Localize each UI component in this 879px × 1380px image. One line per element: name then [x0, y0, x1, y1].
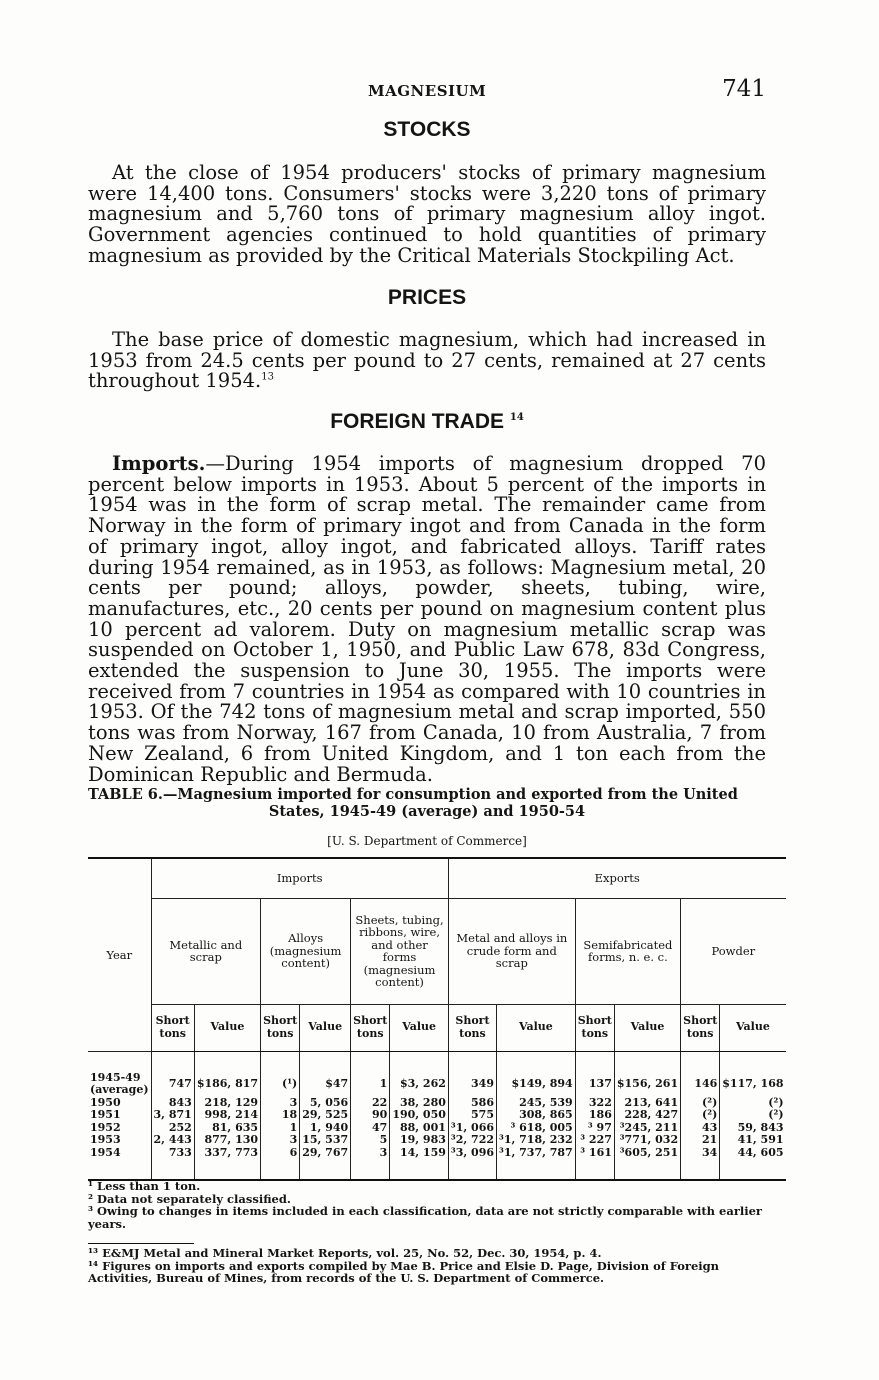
- table-cell: ³3, 096: [448, 1147, 496, 1181]
- table-cell: 3: [261, 1097, 300, 1110]
- imports-text: —During 1954 imports of magnesium dropped 70 percent below imports in 1953. About 5 percent of the imports in 1954 was in the form of scrap metal. The remainder came from Norway in the form of primary ingot and from Canada in the form of primary ingot, alloy ingot, and fabricated alloys. Tariff rates during 1954 remained, as in 1953, as follows: Magnesium metal, 20 cents per pound; alloys, powder, sheets, tubing, wire, manufactures, etc., 20 cents per pound on magnesium content plus 10 percent ad valorem. Duty on magnesium metallic scrap was suspended on October 1, 1950, and Public Law 678, 83d Congress, extended the suspension to June 30, 1955. The imports were received from 7 countries in 1954 as compared with 10 countries in 1953. Of the 742 tons of magnesium metal and scrap imported, 550 tons was from Norway, 167 from Canada, 10 from Australia, 7 from New Zealand, 6 from United Kingdom, and 1 ton each from the Dominican Republic and Bermuda.: [88, 452, 766, 786]
- table-cell: ³2, 722: [448, 1134, 496, 1147]
- unit-value: Value: [720, 1004, 786, 1051]
- table-cell: $156, 261: [614, 1051, 680, 1097]
- imports-paragraph: [88, 454, 766, 785]
- page-footnotes: [88, 1247, 766, 1285]
- table-cell: 137: [575, 1051, 614, 1097]
- table-cell: 998, 214: [194, 1109, 260, 1122]
- prices-paragraph: [88, 330, 766, 392]
- table-cell: 19, 983: [390, 1134, 449, 1147]
- table-cell: $186, 817: [194, 1051, 260, 1097]
- footnote-ref-13: 13: [261, 371, 274, 383]
- unit-short-tons: Short tons: [261, 1004, 300, 1051]
- table-cell: $47: [300, 1051, 351, 1097]
- group-semifabricated: Semifabricated forms, n. e. c.: [575, 898, 680, 1004]
- prices-text: The base price of domestic magnesium, which had increased in 1953 from 24.5 cents per pound to 27 cents, remained at 27 cents throughout 1954.: [88, 328, 766, 393]
- table-cell: 15, 537: [300, 1134, 351, 1147]
- table-cell: 308, 865: [497, 1109, 576, 1122]
- table-cell: 29, 767: [300, 1147, 351, 1181]
- table-caption-line-1: TABLE 6.—Magnesium imported for consumption and exported from the United: [88, 786, 738, 803]
- imports-label: Imports.: [112, 452, 206, 475]
- table-row: [88, 1134, 786, 1147]
- table-cell: 29, 525: [300, 1109, 351, 1122]
- year-cell: 1945-49 (average): [88, 1051, 151, 1097]
- table-cell: 337, 773: [194, 1147, 260, 1181]
- table-cell: 22: [351, 1097, 390, 1110]
- table-cell: ³ 97: [575, 1122, 614, 1135]
- table-cell: 3: [351, 1147, 390, 1181]
- table-cell: ³1, 718, 232: [497, 1134, 576, 1147]
- table-cell: 1: [351, 1051, 390, 1097]
- table-row: [88, 1147, 786, 1181]
- table-cell: 2, 443: [151, 1134, 194, 1147]
- unit-short-tons: Short tons: [575, 1004, 614, 1051]
- table-caption: [88, 786, 766, 820]
- year-header: Year: [88, 858, 151, 1051]
- foreign-trade-heading: [88, 410, 766, 434]
- table-note: ² Data not separately classified.: [88, 1191, 291, 1206]
- table-cell: 586: [448, 1097, 496, 1110]
- table-cell: 5: [351, 1134, 390, 1147]
- year-cell: 1950: [88, 1097, 151, 1110]
- table-cell: ³1, 737, 787: [497, 1147, 576, 1181]
- unit-value: Value: [300, 1004, 351, 1051]
- table-cell: 186: [575, 1109, 614, 1122]
- table-cell: 41, 591: [737, 1133, 784, 1146]
- table-cell: (²): [768, 1095, 784, 1109]
- table-cell: ³245, 211: [614, 1122, 680, 1135]
- table-notes: [88, 1180, 766, 1230]
- stocks-paragraph: At the close of 1954 producers' stocks of primary magnesium were 14,400 tons. Consumers' stocks were 3,220 tons of primary magnesium and 5,760 tons of primary magnesium alloy ingot. Government agencies continued to hold quantities of primary magnesium as provided by the Critical Materials Stockpiling Act.: [88, 161, 766, 267]
- table-cell: 843: [151, 1097, 194, 1110]
- table-note: ¹ Less than 1 ton.: [88, 1179, 201, 1193]
- table-cell: 228, 427: [614, 1109, 680, 1122]
- table-cell: ³771, 032: [614, 1134, 680, 1147]
- footnote-13: ¹³ E&MJ Metal and Mineral Market Reports, vol. 25, No. 52, Dec. 30, 1954, p. 4.: [88, 1246, 602, 1260]
- table-cell: 43: [681, 1122, 720, 1135]
- running-header: [88, 76, 766, 102]
- table-cell: $3, 262: [390, 1051, 449, 1097]
- unit-value: Value: [614, 1004, 680, 1051]
- imports-header: Imports: [151, 858, 448, 898]
- exports-header: Exports: [448, 858, 785, 898]
- table-cell: 34: [681, 1147, 720, 1181]
- table-row: [88, 1109, 786, 1122]
- table-cell: 322: [575, 1097, 614, 1110]
- table-cell: 877, 130: [194, 1134, 260, 1147]
- table-cell: 38, 280: [390, 1097, 449, 1110]
- table-cell: $117, 168: [722, 1076, 784, 1090]
- table-cell: 21: [681, 1134, 720, 1147]
- footnote-rule: [88, 1243, 194, 1244]
- magnesium-trade-table: [88, 857, 786, 1181]
- year-cell: 1952: [88, 1122, 151, 1135]
- table-cell: ³605, 251: [614, 1147, 680, 1181]
- table-cell: 88, 001: [390, 1122, 449, 1135]
- table-body: [88, 1051, 786, 1180]
- page-number: 741: [722, 76, 766, 102]
- running-title: MAGNESIUM: [368, 82, 487, 100]
- table-cell: 252: [151, 1122, 194, 1135]
- table-cell: 81, 635: [194, 1122, 260, 1135]
- table-cell: 3, 871: [151, 1109, 194, 1122]
- table-cell: ³ 618, 005: [497, 1122, 576, 1135]
- table-cell: 90: [351, 1109, 390, 1122]
- table-cell: ³1, 066: [448, 1122, 496, 1135]
- group-alloys: Alloys (magnesium content): [261, 898, 351, 1004]
- table-cell: 190, 050: [390, 1109, 449, 1122]
- unit-value: Value: [390, 1004, 449, 1051]
- table-cell: 14, 159: [390, 1147, 449, 1181]
- stocks-heading: STOCKS: [383, 118, 471, 141]
- table-cell: 6: [261, 1147, 300, 1181]
- year-cell: 1953: [88, 1134, 151, 1147]
- table-source: [U. S. Department of Commerce]: [327, 834, 527, 848]
- unit-short-tons: Short tons: [448, 1004, 496, 1051]
- table-cell: (²): [681, 1097, 720, 1110]
- table-cell: 245, 539: [497, 1097, 576, 1110]
- unit-short-tons: Short tons: [351, 1004, 390, 1051]
- table-cell: ³ 227: [575, 1134, 614, 1147]
- table-cell: 18: [261, 1109, 300, 1122]
- unit-short-tons: Short tons: [681, 1004, 720, 1051]
- group-powder: Powder: [681, 898, 786, 1004]
- unit-value: Value: [194, 1004, 260, 1051]
- footnote-14: ¹⁴ Figures on imports and exports compiled by Mae B. Price and Elsie D. Page, Division of Foreign Activities, Bureau of Mines, from records of the U. S. Department of Commerce.: [88, 1258, 720, 1285]
- group-metallic-scrap: Metallic and scrap: [151, 898, 261, 1004]
- unit-value: Value: [497, 1004, 576, 1051]
- table-cell: 1: [261, 1122, 300, 1135]
- year-cell: 1951: [88, 1109, 151, 1122]
- table-cell: (²): [768, 1108, 784, 1121]
- table-cell: 47: [351, 1122, 390, 1135]
- table-cell: 575: [448, 1109, 496, 1122]
- group-sheets-tubing: Sheets, tubing, ribbons, wire, and other forms (magnesium content): [351, 898, 449, 1004]
- table-cell: 146: [681, 1051, 720, 1097]
- table-cell: (²): [681, 1109, 720, 1122]
- table-cell: 44, 605: [720, 1147, 786, 1181]
- table-cell: 5, 056: [300, 1097, 351, 1110]
- table-cell: ³ 161: [575, 1147, 614, 1181]
- table-cell: 3: [261, 1134, 300, 1147]
- table-caption-line-2: States, 1945-49 (average) and 1950-54: [268, 803, 586, 820]
- table-row: [88, 1051, 786, 1097]
- table-cell: 1, 940: [300, 1122, 351, 1135]
- table-cell: 349: [448, 1051, 496, 1097]
- table-cell: $149, 894: [497, 1051, 576, 1097]
- table-cell: 59, 843: [737, 1120, 784, 1134]
- table-cell: 213, 641: [614, 1097, 680, 1110]
- unit-short-tons: Short tons: [151, 1004, 194, 1051]
- year-cell: 1954: [88, 1147, 151, 1181]
- table-cell: 747: [151, 1051, 194, 1097]
- group-metal-alloys-crude: Metal and alloys in crude form and scrap: [448, 898, 575, 1004]
- table-cell: 733: [151, 1147, 194, 1181]
- table-note: ³ Owing to changes in items included in each classification, data are not strictly comparable with earlier years.: [88, 1204, 762, 1231]
- table-cell: (¹): [261, 1051, 300, 1097]
- footnote-ref-14: 14: [509, 412, 524, 423]
- table-cell: 218, 129: [194, 1097, 260, 1110]
- foreign-trade-title: FOREIGN TRADE: [330, 410, 505, 433]
- prices-heading: PRICES: [387, 286, 467, 309]
